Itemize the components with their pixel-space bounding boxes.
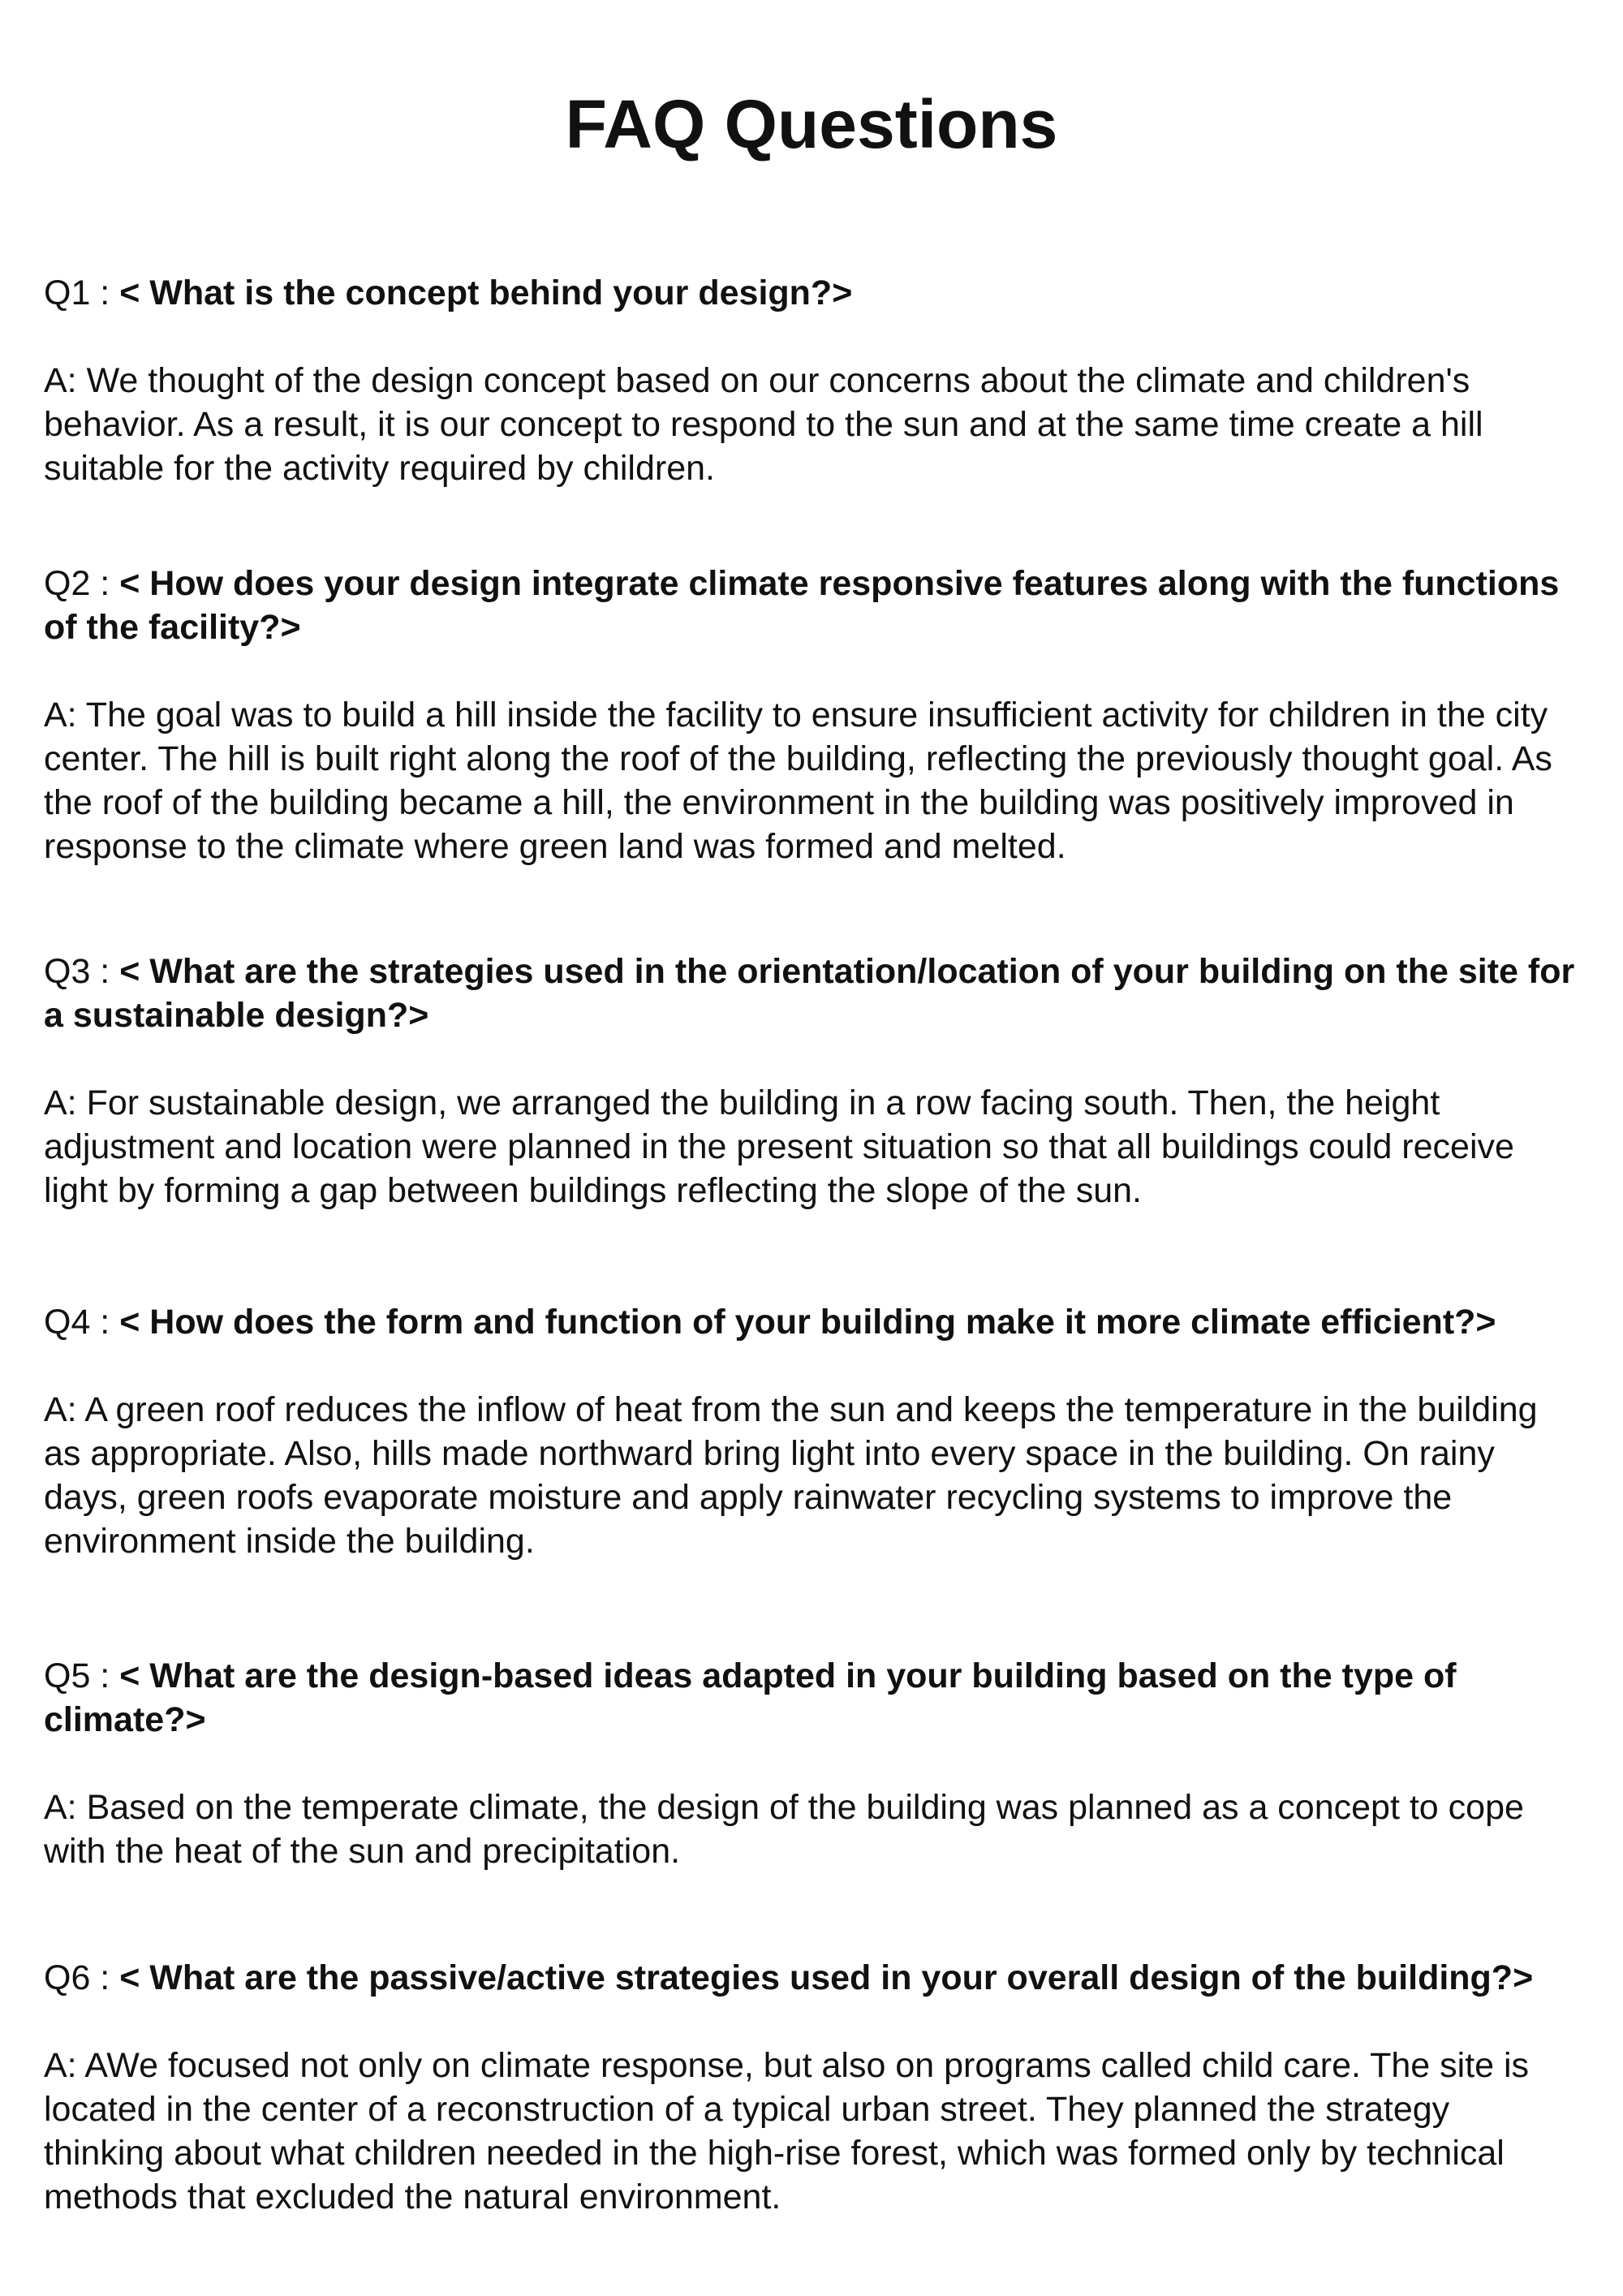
faq-item-3 xyxy=(44,950,1578,1213)
question-number: Q6 : xyxy=(44,1958,120,1997)
question-text: < What is the concept behind your design?> xyxy=(119,274,853,312)
faq-answer: A: For sustainable design, we arranged the building in a row facing south. Then, the height adjustment and location were planned in the present situation so that all buildings could receive light by forming a gap between buildings reflecting the slope of the sun. xyxy=(44,1083,1514,1210)
faq-question xyxy=(44,562,1578,649)
faq-item-5 xyxy=(44,1654,1578,1873)
faq-question xyxy=(44,1654,1578,1742)
faq-answer: A: A green roof reduces the inflow of heat from the sun and keeps the temperature in the building as appropriate. Also, hills made northward bring light into every space in the building. On rainy days, green roofs evaporate moisture and apply rainwater recycling systems to improve the environment inside the building. xyxy=(44,1390,1538,1561)
faq-item-4 xyxy=(44,1300,1578,1563)
question-number: Q1 : xyxy=(44,274,120,312)
page-title: FAQ Questions xyxy=(565,86,1058,162)
faq-item-1 xyxy=(44,271,1578,490)
question-text: < What are the design-based ideas adapted in your building based on the type of climate?> xyxy=(44,1656,1457,1739)
question-text: < What are the strategies used in the orientation/location of your building on the site for a sustainable design?> xyxy=(44,952,1575,1035)
faq-item-2 xyxy=(44,562,1578,868)
question-text: < What are the passive/active strategies used in your overall design of the building?> xyxy=(119,1958,1534,1997)
faq-answer: A: We thought of the design concept based on our concerns about the climate and children's behavior. As a result, it is our concept to respond to the sun and at the same time create a hill suitable for the activity required by children. xyxy=(44,361,1483,488)
faq-question xyxy=(44,271,1578,315)
question-number: Q3 : xyxy=(44,952,120,991)
question-number: Q4 : xyxy=(44,1303,120,1342)
faq-question xyxy=(44,1300,1578,1344)
question-text: < How does the form and function of your building make it more climate efficient?> xyxy=(119,1303,1496,1342)
question-number: Q2 : xyxy=(44,564,120,603)
question-number: Q5 : xyxy=(44,1656,120,1695)
faq-item-6 xyxy=(44,1956,1578,2219)
faq-question xyxy=(44,1956,1578,2000)
faq-answer: A: AWe focused not only on climate response, but also on programs called child care. The site is located in the center of a reconstruction of a typical urban street. They planned the strategy thinking about what children needed in the high-rise forest, which was formed only by technical methods that excluded the natural environment. xyxy=(44,2046,1530,2216)
faq-answer: A: Based on the temperate climate, the design of the building was planned as a concept to cope with the heat of the sun and precipitation. xyxy=(44,1788,1524,1871)
faq-question xyxy=(44,950,1578,1037)
faq-answer: A: The goal was to build a hill inside the facility to ensure insufficient activity for children in the city center. The hill is built right along the roof of the building, reflecting the previously thought goal. As the roof of the building became a hill, the environment in the building was positively improved in response to the climate where green land was formed and melted. xyxy=(44,696,1552,866)
question-text: < How does your design integrate climate responsive features along with the functions of the facility?> xyxy=(44,564,1560,647)
